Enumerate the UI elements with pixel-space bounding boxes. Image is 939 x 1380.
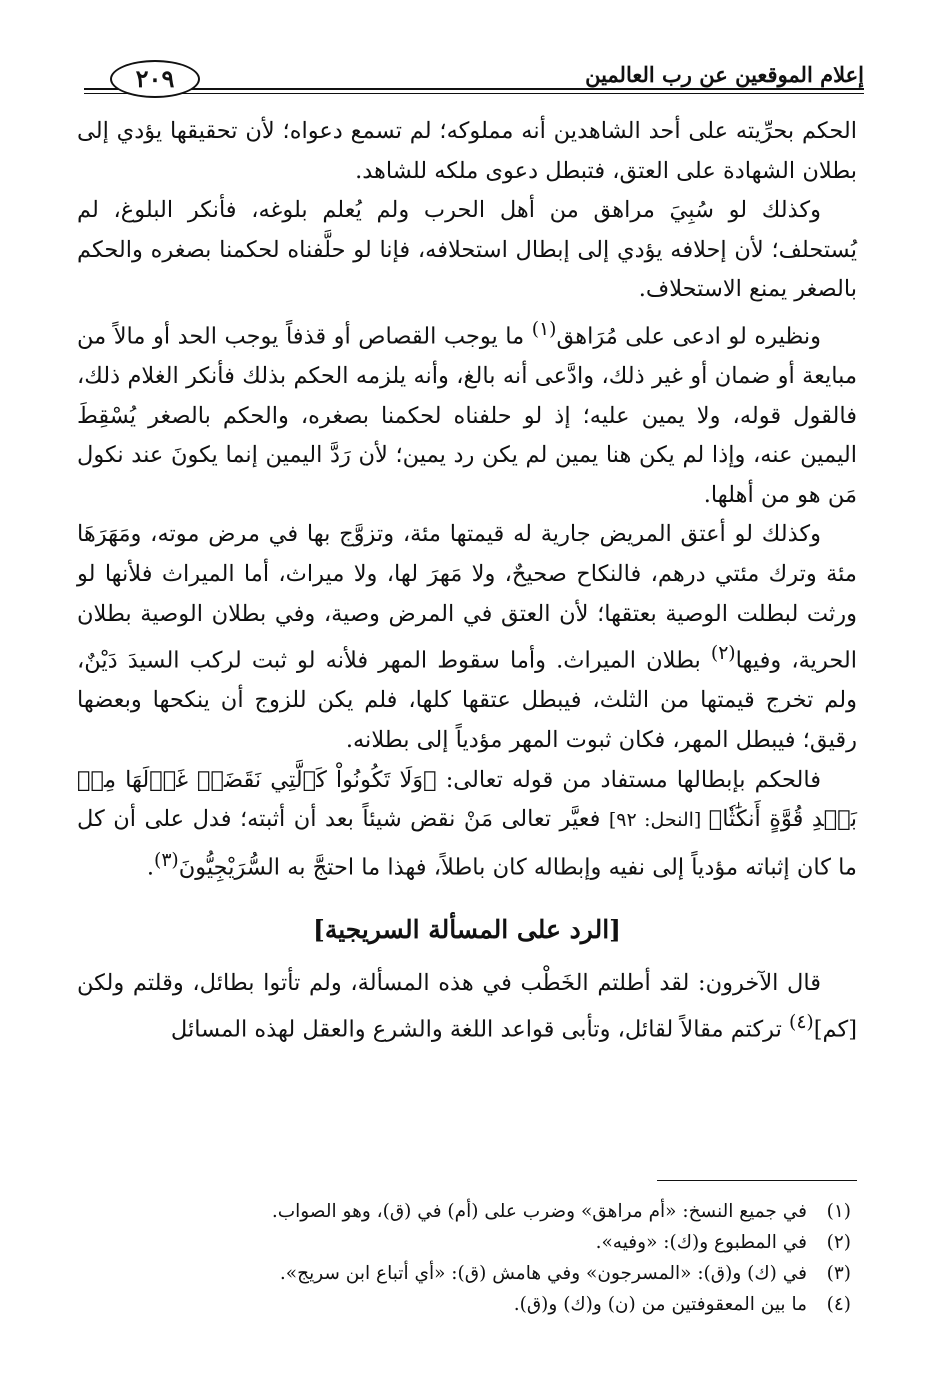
footnote-number: (٤) [826,1294,851,1315]
paragraph-6 [77,964,857,1051]
header-rule-thin [84,93,864,94]
footnote-text: في جميع النسخ: «أم مراهق» وضرب على (أم) في (ق)، وهو الصواب. [271,1201,807,1222]
footnotes [81,1196,851,1320]
paragraph-1: الحكم بحرِّيته على أحد الشاهدين أنه مملوكه؛ لم تسمع دعواه؛ لأن تحقيقها يؤدي إلى بطلان الشهادة على العتق، فتبطل دعوى ملكه للشاهد. [77,118,857,184]
footnote-text: في (ك) و(ق): «المسرجون» وفي هامش (ق): «أي أتباع ابن سريج». [279,1263,807,1284]
footnote-text: ما بين المعقوفتين من (ن) و(ك) و(ق). [513,1294,807,1315]
paragraph-2: وكذلك لو سُبِيَ مراهق من أهل الحرب ولم يُعلم بلوغه، فأنكر البلوغ، لم يُستحلف؛ لأن إحلافه يؤدي إلى إبطال استحلافه، فإنا لو حلَّفناه لحكمنا بصغره والحكم بالصغر يمنع الاستحلاف. [77,197,857,303]
verse-reference: [النحل: ٩٢] [608,809,709,832]
footnote-3 [81,1258,851,1289]
paragraph-3-text-b: ما يوجب القصاص أو قذفاً يوجب الحد أو مالاً من مبايعة أو ضمان أو غير ذلك، وادَّعى أنه بالغ، وأنه يلزمه الحكم بذلك فأنكر الغلام ذلك، فالقول قوله، ولا يمين عليه؛ إذ لو حلفناه لحكمنا بصغره، والحكم بالصغر يُسْقِطَ اليمين عنه، وإذا لم يكن هنا يمين لم يكن رد يمين؛ لأن رَدَّ اليمين إنما يكونَ عند نكول مَن هو من أهلها. [77,323,857,508]
quran-verse: ﴿وَلَا تَكُونُواْ كَٱلَّتِي نَقَضَتۡ غَزۡلَهَا مِنۢ بَعۡدِ قُوَّةٍ أَنكَٰثٗا﴾ [77,766,857,833]
paragraph-4-text-b: بطلان الميراث. وأما سقوط المهر فلأنه لو ثبت لركب السيدَ دَيْنٌ، ولم تخرج قيمتها من الثلث، فيبطل عتقها كلها، فلم يكن للزوج أن ينكحها وبعضها رقيق؛ فيبطل المهر، فكان ثبوت المهر مؤدياً إلى بطلانه. [77,647,857,753]
footnote-ref-2[interactable]: (٢) [710,643,736,665]
footnote-2 [81,1227,851,1258]
footnote-text: في المطبوع و(ك): «وفيه». [595,1232,807,1253]
paragraph-5-text-b: فعيَّر تعالى مَنْ نقض شيئاً بعد أن أثبته؛ فدل على أن كل ما كان إثباته مؤدياً إلى نفيه وإبطاله كان باطلاً، فهذا ما احتجَّ به السُّرَيْجِيُّونَ [77,806,857,881]
header-rule [84,88,864,90]
footnote-ref-3[interactable]: (٣) [154,849,179,871]
paragraph-5-end: . [146,854,154,881]
footnote-ref-4[interactable]: (٤) [789,1012,814,1034]
paragraph-6-text-b: تركتم مقالاً لقائل، وتأبى قواعد اللغة والشرع والعقل لهذه المسائل [170,1016,790,1043]
paragraph-4-text-a: وكذلك لو أعتق المريض جارية له قيمتها مئة، وتزوَّج بها في مرض موته، ومَهَرَهَا مئة وترك مئتي درهم، فالنكاح صحيحٌ، ولا مَهرَ لها، ولا ميراث، أما الميراث فلأنها لو ورثت لبطلت الوصية بعتقها؛ لأن العتق في المرض وصية، وفي بطلان الوصية بطلان الحرية، وفيها [77,521,857,674]
footnote-1 [81,1196,851,1227]
page-number: ٢٠٩ [110,60,200,98]
footnote-number: (١) [826,1201,851,1222]
paragraph-3 [77,310,857,515]
footnote-number: (٣) [826,1263,851,1284]
paragraph-5 [77,761,857,888]
footnote-ref-1[interactable]: (١) [531,318,557,340]
main-text [77,112,857,1050]
paragraph-5-text-a: فالحكم بإبطالها مستفاد من قوله تعالى: [436,766,822,793]
running-title: إعلام الموقعين عن رب العالمين [585,62,864,87]
section-heading: [الرد على المسألة السريجية] [313,914,621,944]
footnote-4 [81,1289,851,1320]
footnote-separator [657,1180,857,1181]
paragraph-4 [77,515,857,760]
paragraph-6-text-a: قال الآخرون: لقد أطلتم الخَطْب في هذه المسألة، ولم تأتوا بطائل، وقلتم ولكن [كم] [77,969,857,1043]
page-header [84,52,864,100]
paragraph-3-text-a: ونظيره لو ادعى على مُرَاهق [556,323,821,350]
footnote-number: (٢) [826,1232,851,1253]
